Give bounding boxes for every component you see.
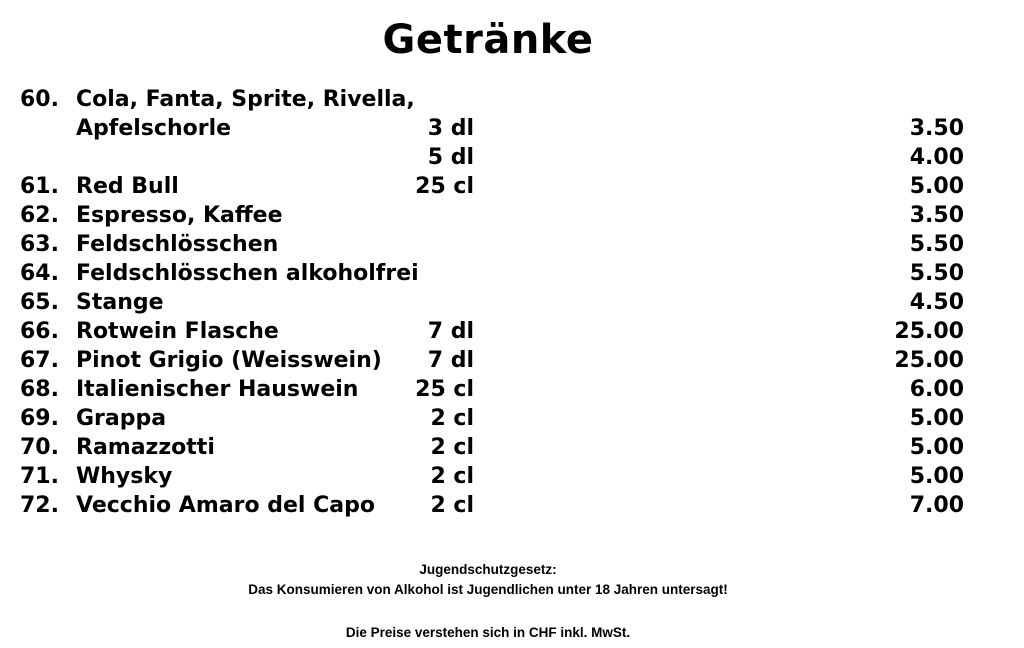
item-number: 63. [20,232,59,257]
item-price: 3.50 [909,203,964,228]
item-size: 25 cl [415,377,474,402]
item-size: 25 cl [415,174,474,199]
item-size: 3 dl [427,116,474,141]
item-name: Feldschlösschen alkoholfrei [76,261,419,286]
item-name: Grappa [76,406,167,431]
price-note: Die Preise verstehen sich in CHF inkl. MwSt. [345,625,631,640]
menu-item [0,375,1024,404]
menu-item [0,288,1024,317]
item-number: 60. [20,87,59,112]
youth-protection-notice: Das Konsumieren von Alkohol ist Jugendlichen unter 18 Jahren untersagt! [248,582,728,597]
item-number: 62. [20,203,59,228]
item-number: 65. [20,290,59,315]
item-price: 5.00 [909,435,964,460]
menu-item [0,85,1024,114]
page-title: Getränke [382,17,594,63]
item-name: Italienischer Hauswein [76,377,359,402]
menu-item [0,230,1024,259]
menu-item [0,433,1024,462]
item-name: Pinot Grigio (Weisswein) [76,348,382,373]
menu-item [0,404,1024,433]
item-price: 5.00 [909,174,964,199]
item-number: 70. [20,435,59,460]
item-price: 4.00 [909,145,964,170]
item-number: 67. [20,348,59,373]
item-price: 25.00 [894,319,964,344]
menu-item [0,462,1024,491]
item-size: 2 cl [430,493,474,518]
item-number: 71. [20,464,59,489]
item-price: 3.50 [909,116,964,141]
item-number: 69. [20,406,59,431]
item-name: Cola, Fanta, Sprite, Rivella, [76,87,415,112]
menu-item [0,114,1024,143]
item-price: 25.00 [894,348,964,373]
menu-item [0,346,1024,375]
menu-item [0,317,1024,346]
item-number: 66. [20,319,59,344]
item-size: 5 dl [427,145,474,170]
item-price: 5.00 [909,464,964,489]
item-name: Apfelschorle [76,116,232,141]
item-price: 4.50 [909,290,964,315]
item-name: Espresso, Kaffee [76,203,283,228]
menu-item [0,143,1024,172]
item-price: 5.50 [909,232,964,257]
item-name: Rotwein Flasche [76,319,279,344]
menu-item [0,491,1024,520]
item-price: 5.00 [909,406,964,431]
item-name: Vecchio Amaro del Capo [76,493,375,518]
item-number: 61. [20,174,59,199]
item-number: 68. [20,377,59,402]
youth-protection-title: Jugendschutzgesetz: [419,562,557,577]
item-name: Stange [76,290,164,315]
item-size: 7 dl [427,348,474,373]
item-number: 72. [20,493,59,518]
item-size: 2 cl [430,435,474,460]
item-size: 2 cl [430,464,474,489]
item-name: Whysky [76,464,173,489]
drinks-menu-list [0,85,1024,520]
item-name: Ramazzotti [76,435,215,460]
item-price: 5.50 [909,261,964,286]
item-name: Red Bull [76,174,179,199]
item-price: 7.00 [909,493,964,518]
item-price: 6.00 [909,377,964,402]
item-name: Feldschlösschen [76,232,279,257]
menu-item [0,172,1024,201]
item-size: 7 dl [427,319,474,344]
menu-item [0,259,1024,288]
item-number: 64. [20,261,59,286]
item-size: 2 cl [430,406,474,431]
menu-item [0,201,1024,230]
